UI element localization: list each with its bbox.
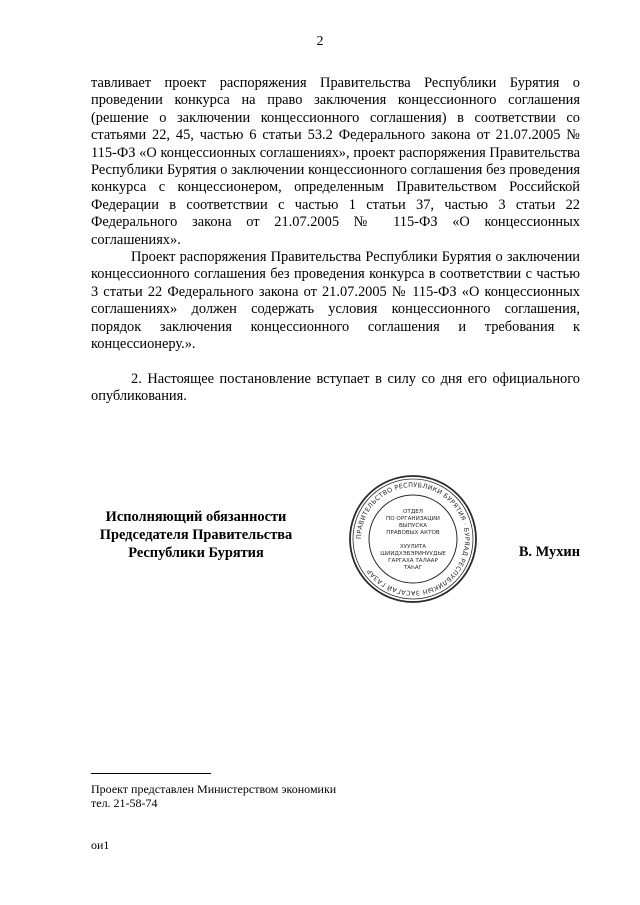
footnote-phone: тел. 21-58-74 (91, 796, 158, 810)
signer-title-line: Исполняющий обязанности (105, 509, 287, 525)
page-number: 2 (316, 34, 324, 49)
seal-inner-line: ГАРГАХА ТАЛААР (388, 558, 438, 564)
official-seal-stamp (347, 473, 479, 605)
seal-outer-text: ПРАВИТЕЛЬСТВО РЕСПУБЛИКИ БУРЯТИЯ · БУРЯАД РЕСПУБЛИКЫН ЗАСАГАЙ ГАЗАР (354, 480, 472, 597)
footnote-divider (91, 773, 211, 774)
document-code: ои1 (91, 838, 110, 852)
footnote-submitted-by: Проект представлен Министерством экономики (91, 782, 337, 796)
signer-name: В. Мухин (518, 544, 580, 560)
svg-text:ПРАВИТЕЛЬСТВО РЕСПУБЛИКИ БУРЯТ (355, 481, 471, 597)
signer-title (91, 508, 301, 562)
paragraph-concession-draft: Проект распоряжения Правительства Республики Бурятия о заключении концессионного соглашения без проведения конкурса в соответствии с частью 3 статьи 22 Федерального закона от 21.07.2005 № 115-ФЗ «О концессионных соглашениях» должен содержать условия концессионного соглашения, порядок заключения концессионного соглашения и требования к концессионеру.». (91, 249, 580, 353)
paragraph-continuation: тавливает проект распоряжения Правительства Республики Бурятия о проведении конкурса на право заключения концессионного соглашения (решение о заключении концессионного соглашения) в соответствии со статьями 22, 45, частью 6 статьи 53.2 Федерального закона от 21.07.2005 № 115-ФЗ «О концессионных соглашениях», проект распоряжения Правительства Республики Бурятия о заключении концессионного соглашения без проведения конкурса с концессионером, определенным Правительством Российской Федерации в соответствии с частью 1 статьи 37, частью 3 статьи 22 Федерального закона от 21.07.2005 № 115-ФЗ «О концессионных соглашениях». (91, 75, 580, 248)
seal-inner-line: ВЫПУСКА (398, 523, 428, 529)
signer-title-line: Республики Бурятия (128, 545, 264, 561)
signer-title-line: Председателя Правительства (99, 527, 293, 543)
paragraph-entry-into-force: 2. Настоящее постановление вступает в силу со дня его официального опубликования. (91, 370, 580, 404)
seal-icon (347, 473, 479, 605)
seal-inner-line: ТАҺАГ (403, 565, 423, 571)
seal-inner-line: ПРАВОВЫХ АКТОВ (386, 530, 440, 536)
seal-inner-line: ПО ОРГАНИЗАЦИИ (386, 516, 440, 522)
seal-inner-line: ХУУЛИТА (399, 544, 427, 550)
body-text (91, 75, 580, 405)
seal-inner-line: ОТДЕЛ (403, 509, 423, 515)
footnote (91, 782, 336, 810)
seal-inner-line: ШИИДХЭБЭРИНУУДЫЕ (380, 551, 446, 557)
